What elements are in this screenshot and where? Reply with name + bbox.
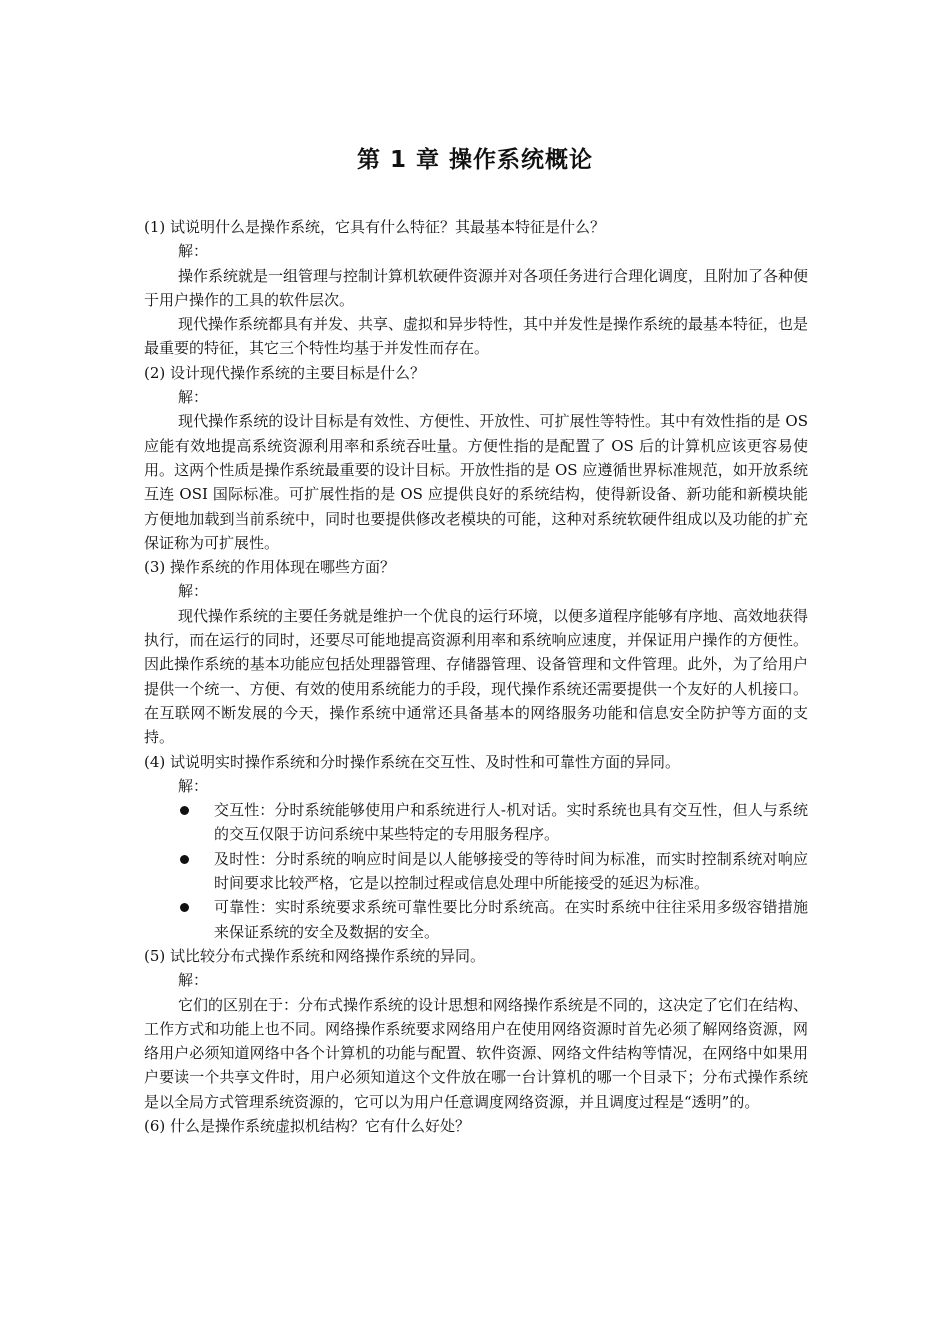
answer-1-paragraph-1: 操作系统就是一组管理与控制计算机软硬件资源并对各项任务进行合理化调度，且附加了各种便于用户操作的工具的软件层次。	[144, 266, 809, 309]
answer-3-paragraph-1: 现代操作系统的主要任务就是维护一个优良的运行环境，以便多道程序能够有序地、高效地获得执行，而在运行的同时，还要尽可能地提高资源利用率和系统响应速度，并保证用户操作的方便性。因此操作系统的基本功能应包括处理器管理、存储器管理、设备管理和文件管理。此外，为了给用户提供一个统一、方便、有效的使用系统能力的手段，现代操作系统还需要提供一个友好的人机接口。在互联网不断发展的今天，操作系统中通常还具备基本的网络服务功能和信息安全防护等方面的支持。	[144, 606, 809, 747]
question-1: (1) 试说明什么是操作系统，它具有什么特征？其最基本特征是什么？	[144, 218, 606, 236]
answer-label-4: 解：	[178, 776, 209, 795]
question-3: (3) 操作系统的作用体现在哪些方面？	[144, 558, 396, 577]
question-4: (4) 试说明实时操作系统和分时操作系统在交互性、及时性和可靠性方面的异同。	[144, 752, 681, 771]
question-5: (5) 试比较分布式操作系统和网络操作系统的异同。	[144, 946, 486, 965]
list-item	[180, 895, 808, 944]
answer-1-paragraph-2: 现代操作系统都具有并发、共享、虚拟和异步特性，其中并发性是操作系统的最基本特征，也是最重要的特征，其它三个特性均基于并发性而存在。	[144, 315, 809, 358]
bullet-text: 交互性：分时系统能够使用户和系统进行人-机对话。实时系统也具有交互性，但人与系统的交互仅限于访问系统中某些特定的专用服务程序。	[214, 801, 808, 844]
page-title: 第 1 章 操作系统概论	[356, 147, 594, 173]
list-item	[180, 847, 808, 896]
answer-5-paragraph-1: 它们的区别在于：分布式操作系统的设计思想和网络操作系统是不同的，这决定了它们在结构、工作方式和功能上也不同。网络操作系统要求网络用户在使用网络资源时首先必须了解网络资源，网络用户必须知道网络中各个计算机的功能与配置、软件资源、网络文件结构等情况，在网络中如果用户要读一个共享文件时，用户必须知道这个文件放在哪一台计算机的哪一个目录下；分布式操作系统是以全局方式管理系统资源的，它可以为用户任意调度网络资源，并且调度过程是“透明”的。	[144, 995, 809, 1111]
answer-4-bullet-list	[144, 798, 808, 944]
document-body	[144, 215, 808, 1138]
answer-label-3: 解：	[178, 582, 209, 601]
answer-label-2: 解：	[178, 388, 209, 407]
answer-label-5: 解：	[178, 971, 209, 990]
list-item	[180, 798, 808, 847]
answer-label-1: 解：	[178, 242, 209, 261]
bullet-text: 可靠性：实时系统要求系统可靠性要比分时系统高。在实时系统中往往采用多级容错措施来保证系统的安全及数据的安全。	[214, 898, 808, 941]
question-6: (6) 什么是操作系统虚拟机结构？它有什么好处？	[144, 1116, 471, 1135]
bullet-icon	[180, 855, 189, 864]
answer-2-paragraph-1: 现代操作系统的设计目标是有效性、方便性、开放性、可扩展性等特性。其中有效性指的是 OS 应能有效地提高系统资源利用率和系统吞吐量。方便性指的是配置了 OS 后的计算机应该更容易使用。这两个性质是操作系统最重要的设计目标。开放性指的是 OS 应遵循世界标准规范，如开放系统互连 OSI 国际标准。可扩展性指的是 OS 应提供良好的系统结构，使得新设备、新功能和新模块能方便地加载到当前系统中，同时也要提供修改老模块的可能，这种对系统软硬件组成以及功能的扩充保证称为可扩展性。	[144, 412, 808, 552]
bullet-text: 及时性：分时系统的响应时间是以人能够接受的等待时间为标准，而实时控制系统对响应时间要求比较严格，它是以控制过程或信息处理中所能接受的延迟为标准。	[214, 849, 808, 893]
question-2: (2) 设计现代操作系统的主要目标是什么？	[144, 363, 426, 382]
bullet-icon	[180, 806, 189, 815]
bullet-icon	[180, 903, 189, 912]
